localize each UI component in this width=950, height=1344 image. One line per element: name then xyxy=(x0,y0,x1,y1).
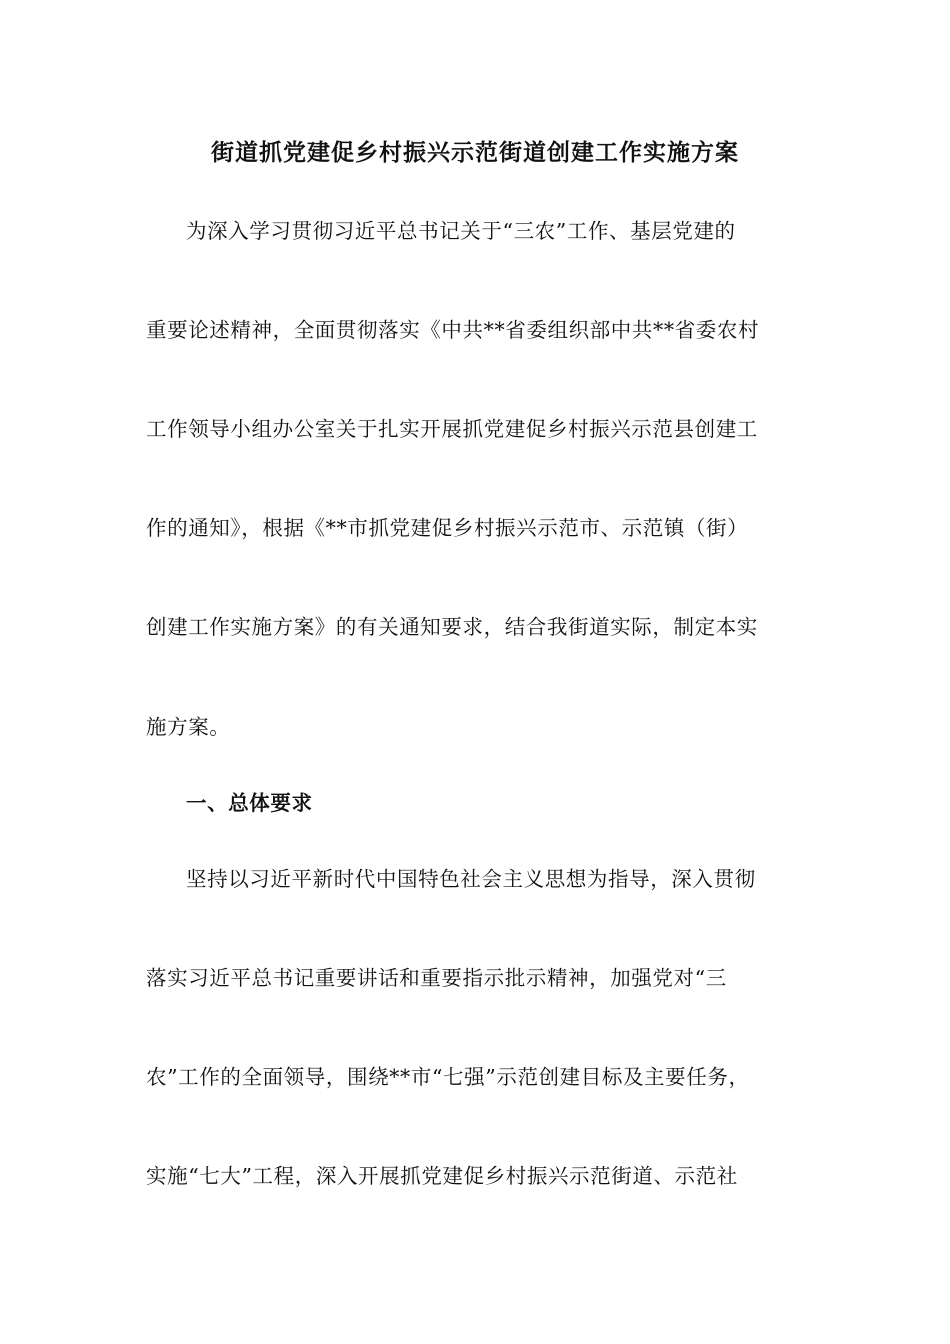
paragraph-line: 农”工作的全面领导，围绕**市“七强”示范创建目标及主要任务， xyxy=(146,1065,750,1089)
paragraph-line: 落实习近平总书记重要讲话和重要指示批示精神，加强党对“三 xyxy=(146,966,727,990)
paragraph-line: 施方案。 xyxy=(146,715,231,739)
paragraph-line: 坚持以习近平新时代中国特色社会主义思想为指导，深入贯彻 xyxy=(186,867,756,891)
paragraph-line: 为深入学习贯彻习近平总书记关于“三农”工作、基层党建的 xyxy=(186,219,736,243)
paragraph-line: 工作领导小组办公室关于扎实开展抓党建促乡村振兴示范县创建工 xyxy=(146,417,758,441)
paragraph-line: 创建工作实施方案》的有关通知要求，结合我街道实际，制定本实 xyxy=(146,615,758,639)
paragraph-line: 重要论述精神，全面贯彻落实《中共**省委组织部中共**省委农村 xyxy=(146,318,760,342)
document-title: 街道抓党建促乡村振兴示范街道创建工作实施方案 xyxy=(211,139,739,166)
section-heading: 一、总体要求 xyxy=(186,791,313,815)
paragraph-line: 实施“七大”工程，深入开展抓党建促乡村振兴示范街道、示范社 xyxy=(146,1164,738,1188)
paragraph-line: 作的通知》，根据《**市抓党建促乡村振兴示范市、示范镇（街） xyxy=(146,516,749,540)
